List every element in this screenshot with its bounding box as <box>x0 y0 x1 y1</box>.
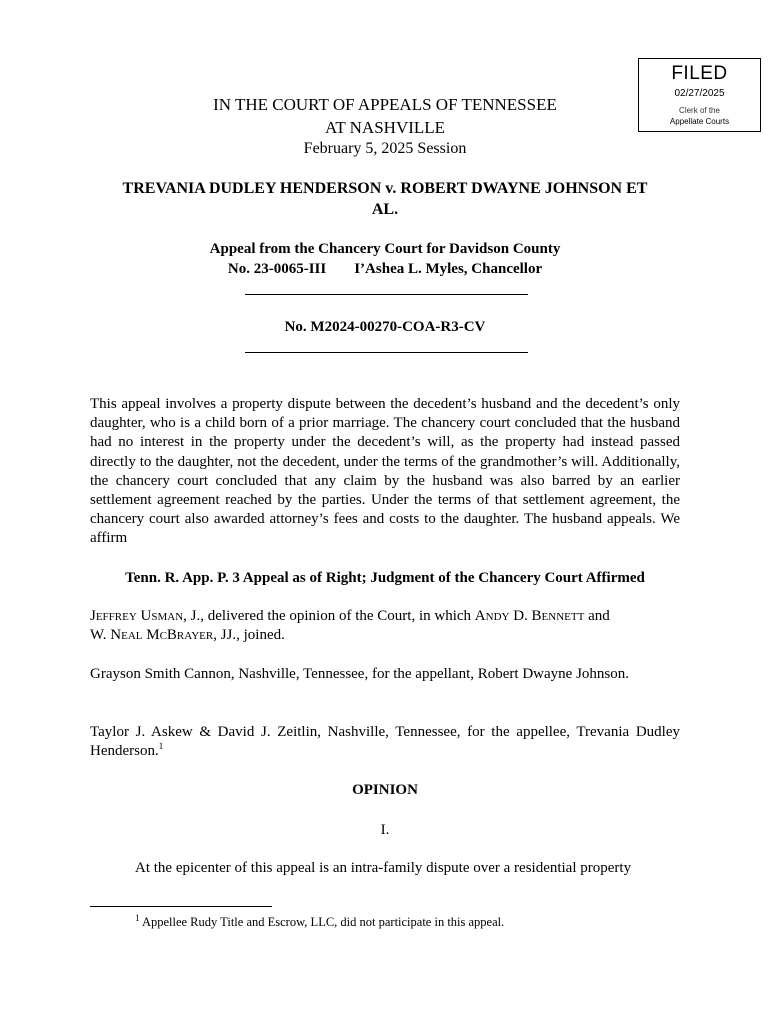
trial-info <box>90 259 680 279</box>
footnote-text: Appellee Rudy Title and Escrow, LLC, did not participate in this appeal. <box>141 915 505 929</box>
judge-bennett: Andy D. Bennett <box>474 608 585 624</box>
counsel-appellant: Grayson Smith Cannon, Nashville, Tennessee, for the appellant, Robert Dwayne Johnson. <box>90 666 629 682</box>
author-text: , J., delivered the opinion of the Court, in which <box>183 608 475 624</box>
judge-mcbrayer: W. Neal McBrayer <box>90 627 214 644</box>
footnote <box>135 914 504 930</box>
session-date: February 5, 2025 Session <box>303 140 467 157</box>
author-name: Jeffrey Usman <box>90 608 184 624</box>
case-title-line1: TREVANIA DUDLEY HENDERSON v. ROBERT DWAYNE JOHNSON ET <box>122 180 648 197</box>
opinion-heading: OPINION <box>352 782 418 798</box>
opinion-author-line <box>90 607 680 645</box>
separator-line-bottom <box>245 352 528 353</box>
opening-paragraph: At the epicenter of this appeal is an intra-family dispute over a residential property <box>135 860 632 876</box>
case-title-line2: AL. <box>371 201 399 218</box>
appeal-number: No. M2024-00270-COA-R3-CV <box>284 319 486 335</box>
stamp-title: FILED <box>671 63 728 84</box>
case-summary: This appeal involves a property dispute between the decedent’s husband and the decedent’s only daughter, who is a child born of a prior marriage. The chancery court concluded that the husband had no interest in the property under the decedent’s will, as the property had instead passed directly to the daughter, not the decedent, under the terms of the grandmother’s will. Additionally, the chancery court concluded that any claim by the husband was also barred by an earlier settlement agreement reached by the parties. Under the terms of that settlement agreement, the chancery court also awarded attorney’s fees and costs to the daughter. The husband appeals. We affirm <box>90 396 680 547</box>
trial-judge: I’Ashea L. Myles, Chancellor <box>354 261 543 277</box>
counsel-appellee-text: Taylor J. Askew & David J. Zeitlin, Nashville, Tennessee, for the appellee, Trevania Dudley Henderson. <box>90 724 680 760</box>
author-text-joined: , JJ., joined. <box>213 627 285 644</box>
court-location: AT NASHVILLE <box>324 118 446 137</box>
appeal-from: Appeal from the Chancery Court for Davidson County <box>209 241 561 257</box>
footnote-separator <box>90 906 272 907</box>
footnote-number: 1 <box>135 912 140 923</box>
section-numeral: I. <box>380 822 390 838</box>
stamp-date: 02/27/2025 <box>674 88 725 99</box>
disposition: Tenn. R. App. P. 3 Appeal as of Right; Judgment of the Chancery Court Affirmed <box>125 570 645 586</box>
stamp-courts-line: Appellate Courts <box>669 117 730 126</box>
counsel-appellee <box>90 723 680 761</box>
separator-line-top <box>245 294 528 295</box>
court-name: IN THE COURT OF APPEALS OF TENNESSEE <box>213 95 557 114</box>
stamp-clerk-line: Clerk of the <box>679 106 720 115</box>
author-text-and: and <box>584 608 610 624</box>
footnote-ref[interactable]: 1 <box>158 741 164 752</box>
trial-number: No. 23-0065-III <box>227 261 327 277</box>
